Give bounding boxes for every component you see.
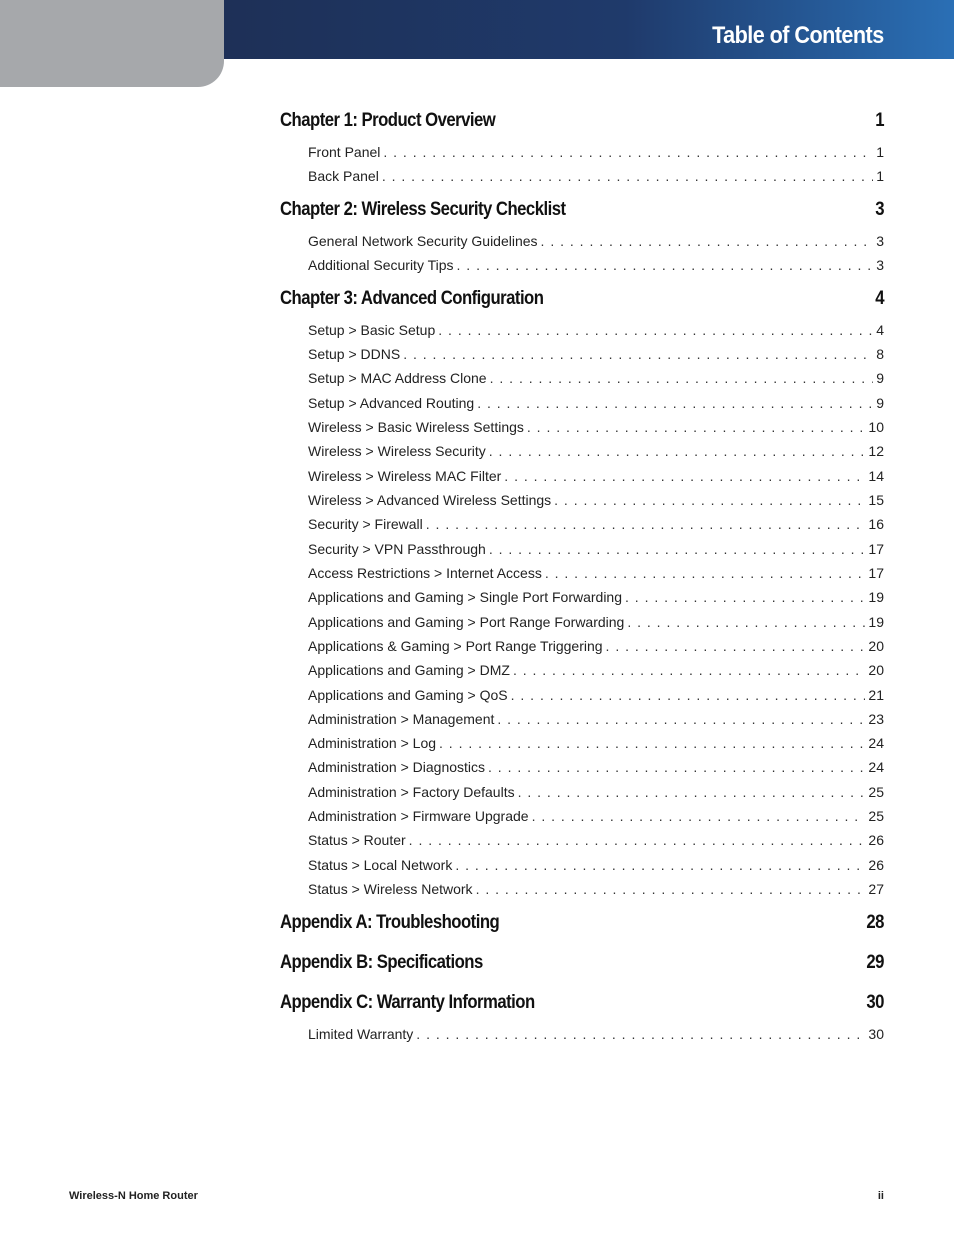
entry-page: 4 bbox=[876, 322, 884, 338]
dot-leader bbox=[438, 322, 873, 338]
dot-leader bbox=[606, 638, 866, 654]
entry-page: 27 bbox=[868, 881, 884, 897]
entry-title: Wireless > Wireless Security bbox=[308, 443, 486, 459]
entry-page: 9 bbox=[876, 370, 884, 386]
dot-leader bbox=[489, 541, 866, 557]
entry-title: Administration > Firmware Upgrade bbox=[308, 808, 529, 824]
toc-chapter-3[interactable] bbox=[280, 286, 884, 312]
dot-leader bbox=[416, 1026, 865, 1042]
toc-entry[interactable] bbox=[308, 443, 884, 461]
entry-title: Setup > Basic Setup bbox=[308, 322, 436, 338]
dot-leader bbox=[627, 614, 865, 630]
toc-entry[interactable] bbox=[308, 614, 884, 632]
entry-page: 9 bbox=[876, 395, 884, 411]
toc-entry[interactable] bbox=[308, 589, 884, 607]
toc-entry[interactable] bbox=[308, 468, 884, 486]
toc-entry[interactable] bbox=[308, 1026, 884, 1044]
entry-title: Setup > Advanced Routing bbox=[308, 395, 475, 411]
entry-page: 24 bbox=[868, 759, 884, 775]
toc-entry[interactable] bbox=[308, 808, 884, 826]
toc-entry[interactable] bbox=[308, 419, 884, 437]
entry-page: 20 bbox=[868, 662, 884, 678]
dot-leader bbox=[383, 144, 873, 160]
toc-entry[interactable] bbox=[308, 638, 884, 656]
entry-title: Status > Router bbox=[308, 832, 406, 848]
dot-leader bbox=[497, 711, 865, 727]
entry-title: Administration > Diagnostics bbox=[308, 759, 486, 775]
dot-leader bbox=[455, 857, 865, 873]
toc-entry[interactable] bbox=[308, 759, 884, 777]
entry-title: Administration > Log bbox=[308, 735, 437, 751]
footer-page-number: ii bbox=[877, 1190, 884, 1202]
entry-page: 15 bbox=[868, 492, 884, 508]
entry-title: General Network Security Guidelines bbox=[308, 233, 538, 249]
dot-leader bbox=[554, 492, 865, 508]
dot-leader bbox=[625, 589, 865, 605]
entry-page: 16 bbox=[868, 516, 884, 532]
dot-leader bbox=[504, 468, 865, 484]
dot-leader bbox=[457, 257, 874, 273]
dot-leader bbox=[477, 395, 873, 411]
toc-chapter-1[interactable] bbox=[280, 108, 884, 134]
entry-page: 12 bbox=[868, 443, 884, 459]
entry-page: 17 bbox=[868, 565, 884, 581]
entry-title: Applications and Gaming > Single Port Forwarding bbox=[308, 589, 623, 605]
entry-page: 25 bbox=[868, 784, 884, 800]
entry-title: Limited Warranty bbox=[308, 1026, 414, 1042]
dot-leader bbox=[511, 687, 866, 703]
dot-leader bbox=[527, 419, 866, 435]
toc-appendix-c[interactable] bbox=[280, 990, 884, 1016]
toc-appendix-a[interactable] bbox=[280, 910, 884, 936]
dot-leader bbox=[489, 443, 866, 459]
toc-entry[interactable] bbox=[308, 370, 884, 388]
chapter-title: Chapter 2: Wireless Security Checklist bbox=[280, 199, 566, 220]
chapter-page: 29 bbox=[866, 952, 884, 973]
dot-leader bbox=[545, 565, 866, 581]
entry-title: Applications & Gaming > Port Range Triggering bbox=[308, 638, 603, 654]
toc-entry[interactable] bbox=[308, 322, 884, 340]
toc-entry[interactable] bbox=[308, 832, 884, 850]
entry-page: 26 bbox=[868, 857, 884, 873]
entry-page: 25 bbox=[868, 808, 884, 824]
entry-page: 30 bbox=[868, 1026, 884, 1042]
toc-entry[interactable] bbox=[308, 233, 884, 251]
corner-tab-decoration bbox=[0, 0, 224, 87]
entry-title: Applications and Gaming > QoS bbox=[308, 687, 508, 703]
entry-title: Additional Security Tips bbox=[308, 257, 454, 273]
entry-title: Administration > Management bbox=[308, 711, 495, 727]
entry-title: Security > VPN Passthrough bbox=[308, 541, 486, 557]
toc-entry[interactable] bbox=[308, 541, 884, 559]
dot-leader bbox=[541, 233, 874, 249]
entry-title: Wireless > Wireless MAC Filter bbox=[308, 468, 502, 484]
page-title: Table of Contents bbox=[712, 22, 884, 49]
dot-leader bbox=[426, 516, 866, 532]
toc-entry[interactable] bbox=[308, 395, 884, 413]
dot-leader bbox=[476, 881, 866, 897]
toc-entry[interactable] bbox=[308, 346, 884, 364]
entry-page: 3 bbox=[876, 233, 884, 249]
entry-title: Back Panel bbox=[308, 168, 379, 184]
dot-leader bbox=[409, 832, 866, 848]
chapter-title: Chapter 3: Advanced Configuration bbox=[280, 288, 544, 309]
entry-page: 17 bbox=[868, 541, 884, 557]
entry-page: 21 bbox=[868, 687, 884, 703]
entry-page: 19 bbox=[868, 614, 884, 630]
dot-leader bbox=[518, 784, 866, 800]
entry-page: 14 bbox=[868, 468, 884, 484]
entry-page: 10 bbox=[868, 419, 884, 435]
toc-entry[interactable] bbox=[308, 257, 884, 275]
header-banner bbox=[224, 0, 954, 59]
entry-title: Front Panel bbox=[308, 144, 381, 160]
toc-entry[interactable] bbox=[308, 144, 884, 162]
chapter-page: 30 bbox=[866, 992, 884, 1013]
entry-title: Access Restrictions > Internet Access bbox=[308, 565, 542, 581]
chapter-page: 4 bbox=[875, 288, 884, 309]
entry-page: 8 bbox=[876, 346, 884, 362]
entry-title: Applications and Gaming > Port Range Forwarding bbox=[308, 614, 625, 630]
entry-title: Setup > MAC Address Clone bbox=[308, 370, 487, 386]
entry-page: 24 bbox=[868, 735, 884, 751]
toc-entry[interactable] bbox=[308, 881, 884, 899]
entry-title: Applications and Gaming > DMZ bbox=[308, 662, 510, 678]
entry-title: Status > Wireless Network bbox=[308, 881, 473, 897]
toc-entry[interactable] bbox=[308, 735, 884, 753]
entry-page: 1 bbox=[876, 144, 884, 160]
entry-page: 3 bbox=[876, 257, 884, 273]
toc-entry[interactable] bbox=[308, 857, 884, 875]
entry-title: Status > Local Network bbox=[308, 857, 453, 873]
chapter-page: 3 bbox=[875, 199, 884, 220]
toc-entry[interactable] bbox=[308, 168, 884, 186]
chapter-title: Appendix A: Troubleshooting bbox=[280, 912, 500, 933]
dot-leader bbox=[490, 370, 874, 386]
entry-title: Setup > DDNS bbox=[308, 346, 401, 362]
dot-leader bbox=[532, 808, 866, 824]
dot-leader bbox=[403, 346, 873, 362]
toc-entry[interactable] bbox=[308, 784, 884, 802]
entry-page: 19 bbox=[868, 589, 884, 605]
dot-leader bbox=[513, 662, 865, 678]
toc-entry[interactable] bbox=[308, 565, 884, 583]
chapter-title: Chapter 1: Product Overview bbox=[280, 110, 496, 131]
dot-leader bbox=[488, 759, 865, 775]
entry-page: 26 bbox=[868, 832, 884, 848]
chapter-page: 28 bbox=[866, 912, 884, 933]
entry-title: Wireless > Advanced Wireless Settings bbox=[308, 492, 552, 508]
entry-page: 1 bbox=[876, 168, 884, 184]
entry-page: 23 bbox=[868, 711, 884, 727]
toc-entry[interactable] bbox=[308, 662, 884, 680]
toc-entry[interactable] bbox=[308, 711, 884, 729]
entry-title: Security > Firewall bbox=[308, 516, 423, 532]
entry-page: 20 bbox=[868, 638, 884, 654]
toc-entry[interactable] bbox=[308, 492, 884, 510]
footer-product-name: Wireless-N Home Router bbox=[69, 1190, 198, 1202]
chapter-title: Appendix C: Warranty Information bbox=[280, 992, 535, 1013]
toc-appendix-b[interactable] bbox=[280, 950, 884, 976]
toc-entry[interactable] bbox=[308, 516, 884, 534]
entry-title: Administration > Factory Defaults bbox=[308, 784, 515, 800]
chapter-title: Appendix B: Specifications bbox=[280, 952, 483, 973]
chapter-page: 1 bbox=[875, 110, 884, 131]
dot-leader bbox=[382, 168, 873, 184]
toc-entry[interactable] bbox=[308, 687, 884, 705]
toc-chapter-2[interactable] bbox=[280, 197, 884, 223]
entry-title: Wireless > Basic Wireless Settings bbox=[308, 419, 524, 435]
dot-leader bbox=[439, 735, 865, 751]
